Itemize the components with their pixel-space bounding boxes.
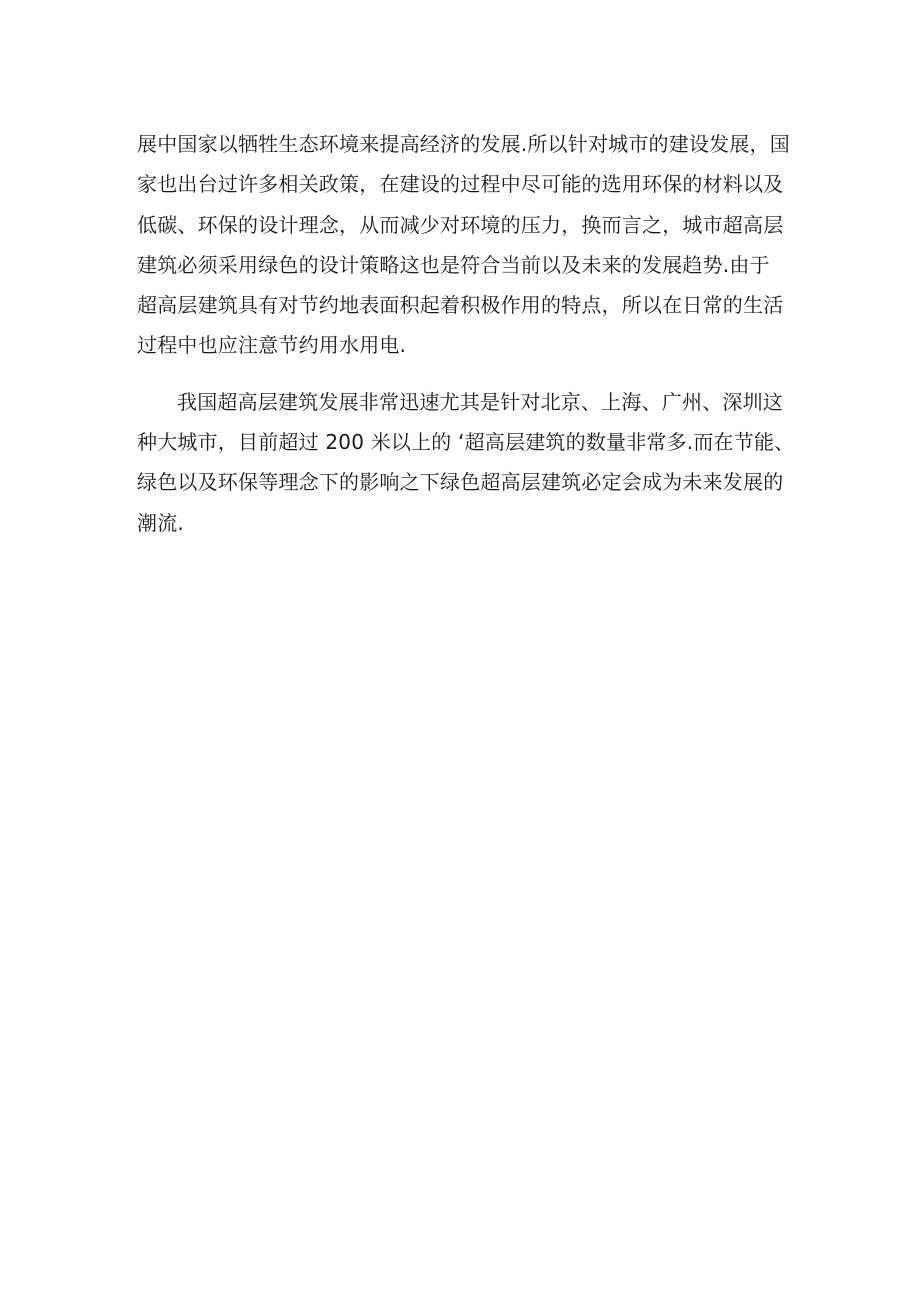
paragraph-1 <box>137 124 790 366</box>
text-line: 潮流. <box>137 510 184 535</box>
text-line: 绿色以及环保等理念下的影响之下绿色超高层建筑必定会成为未来发展的 <box>137 470 784 495</box>
document-body <box>137 124 795 543</box>
text-line: 展中国家以牺牲生态环境来提高经济的发展.所以针对城市的建设发展，国 <box>137 132 790 156</box>
text-line: 我国超高层建筑发展非常迅速尤其是针对北京、上海、广州、深圳这 <box>177 389 783 414</box>
paragraph-spacer <box>137 366 787 382</box>
text-line: 低碳、环保的设计理念，从而减少对环境的压力，换而言之，城市超高层 <box>137 212 784 237</box>
text-line: 种大城市，目前超过 200 米以上的 ‘超高层建筑的数量非常多.而在节能、 <box>137 430 795 455</box>
text-line: 建筑必须采用绿色的设计策略这也是符合当前以及未来的发展趋势.由于 <box>137 252 770 277</box>
text-line: 超高层建筑具有对节约地表面积起着积极作用的特点，所以在日常的生活 <box>137 293 784 318</box>
text-line: 过程中也应注意节约用水用电. <box>137 333 407 358</box>
paragraph-2 <box>137 382 795 543</box>
text-line: 家也出台过许多相关政策，在建设的过程中尽可能的选用环保的材料以及 <box>137 172 784 197</box>
